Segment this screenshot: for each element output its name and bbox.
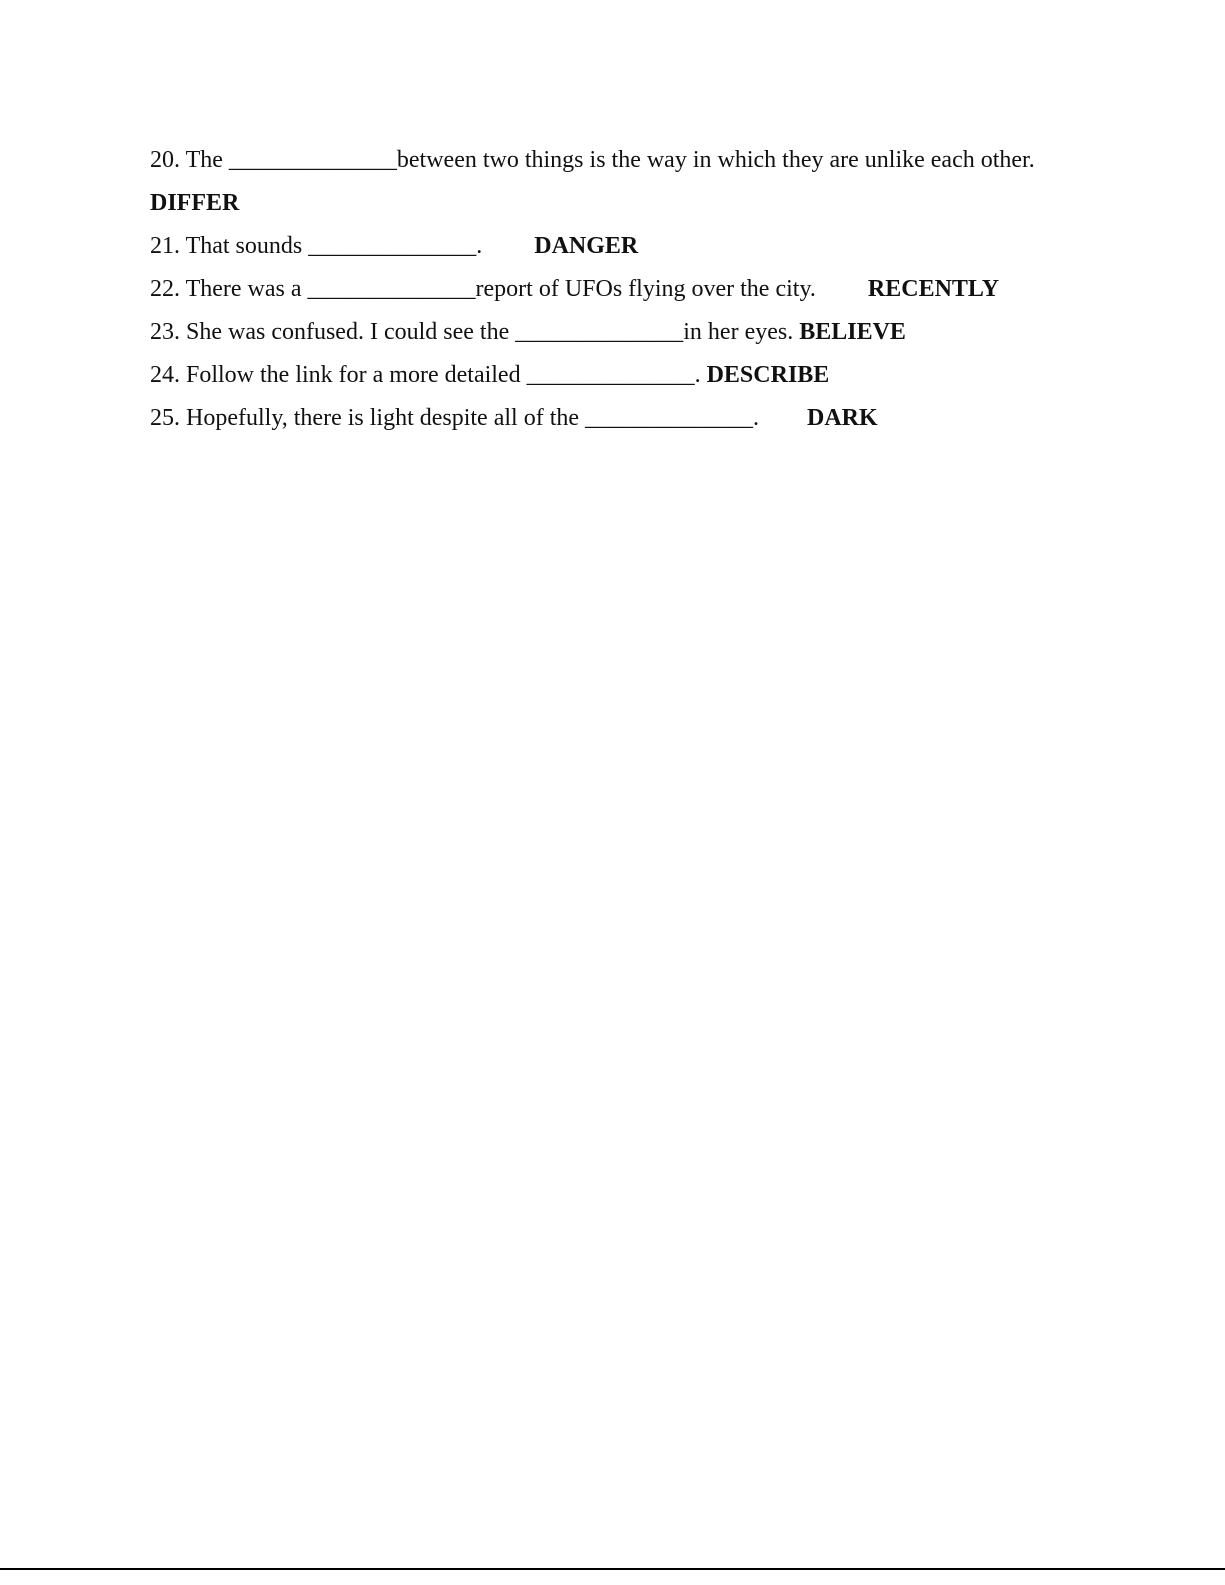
- answer-blank[interactable]: ______________: [308, 233, 477, 259]
- answer-blank[interactable]: ______________: [307, 276, 476, 302]
- question-number: 25.: [150, 405, 180, 431]
- question-number: 22.: [150, 276, 180, 302]
- question-text-before: There was a: [185, 276, 308, 302]
- question-text-after: .: [476, 233, 483, 259]
- keyword-20: DIFFER: [150, 190, 240, 216]
- question-text-after: in her eyes.: [683, 319, 794, 345]
- question-text-before: That sounds: [185, 233, 309, 259]
- keyword-23: BELIEVE: [799, 319, 906, 345]
- keyword-22: RECENTLY: [867, 276, 1000, 302]
- page-bottom-border: [0, 1568, 1225, 1570]
- keyword-24: DESCRIBE: [706, 362, 830, 388]
- question-21: [150, 231, 638, 261]
- question-23: [150, 317, 906, 347]
- question-text-after: report of UFOs flying over the city.: [475, 276, 816, 302]
- question-22: [150, 274, 999, 304]
- question-24: [150, 360, 829, 390]
- question-number: 23.: [150, 319, 180, 345]
- question-text-after: .: [694, 362, 701, 388]
- question-text-before: Hopefully, there is light despite all of the: [186, 405, 586, 431]
- question-text-after: .: [753, 405, 760, 431]
- answer-blank[interactable]: ______________: [526, 362, 695, 388]
- question-number: 24.: [150, 362, 180, 388]
- question-text-before: The: [185, 147, 229, 173]
- answer-blank[interactable]: ______________: [515, 319, 684, 345]
- question-25: [150, 403, 878, 433]
- question-text-before: Follow the link for a more detailed: [186, 362, 527, 388]
- question-text-after: between two things is the way in which they are unlike each other.: [396, 147, 1035, 173]
- question-20: [150, 145, 1035, 175]
- answer-blank[interactable]: ______________: [585, 405, 754, 431]
- keyword-21: DANGER: [534, 233, 639, 259]
- question-number: 20.: [150, 147, 180, 173]
- keyword-25: DARK: [807, 405, 878, 431]
- question-text-before: She was confused. I could see the: [186, 319, 516, 345]
- answer-blank[interactable]: ______________: [228, 147, 397, 173]
- question-number: 21.: [150, 233, 180, 259]
